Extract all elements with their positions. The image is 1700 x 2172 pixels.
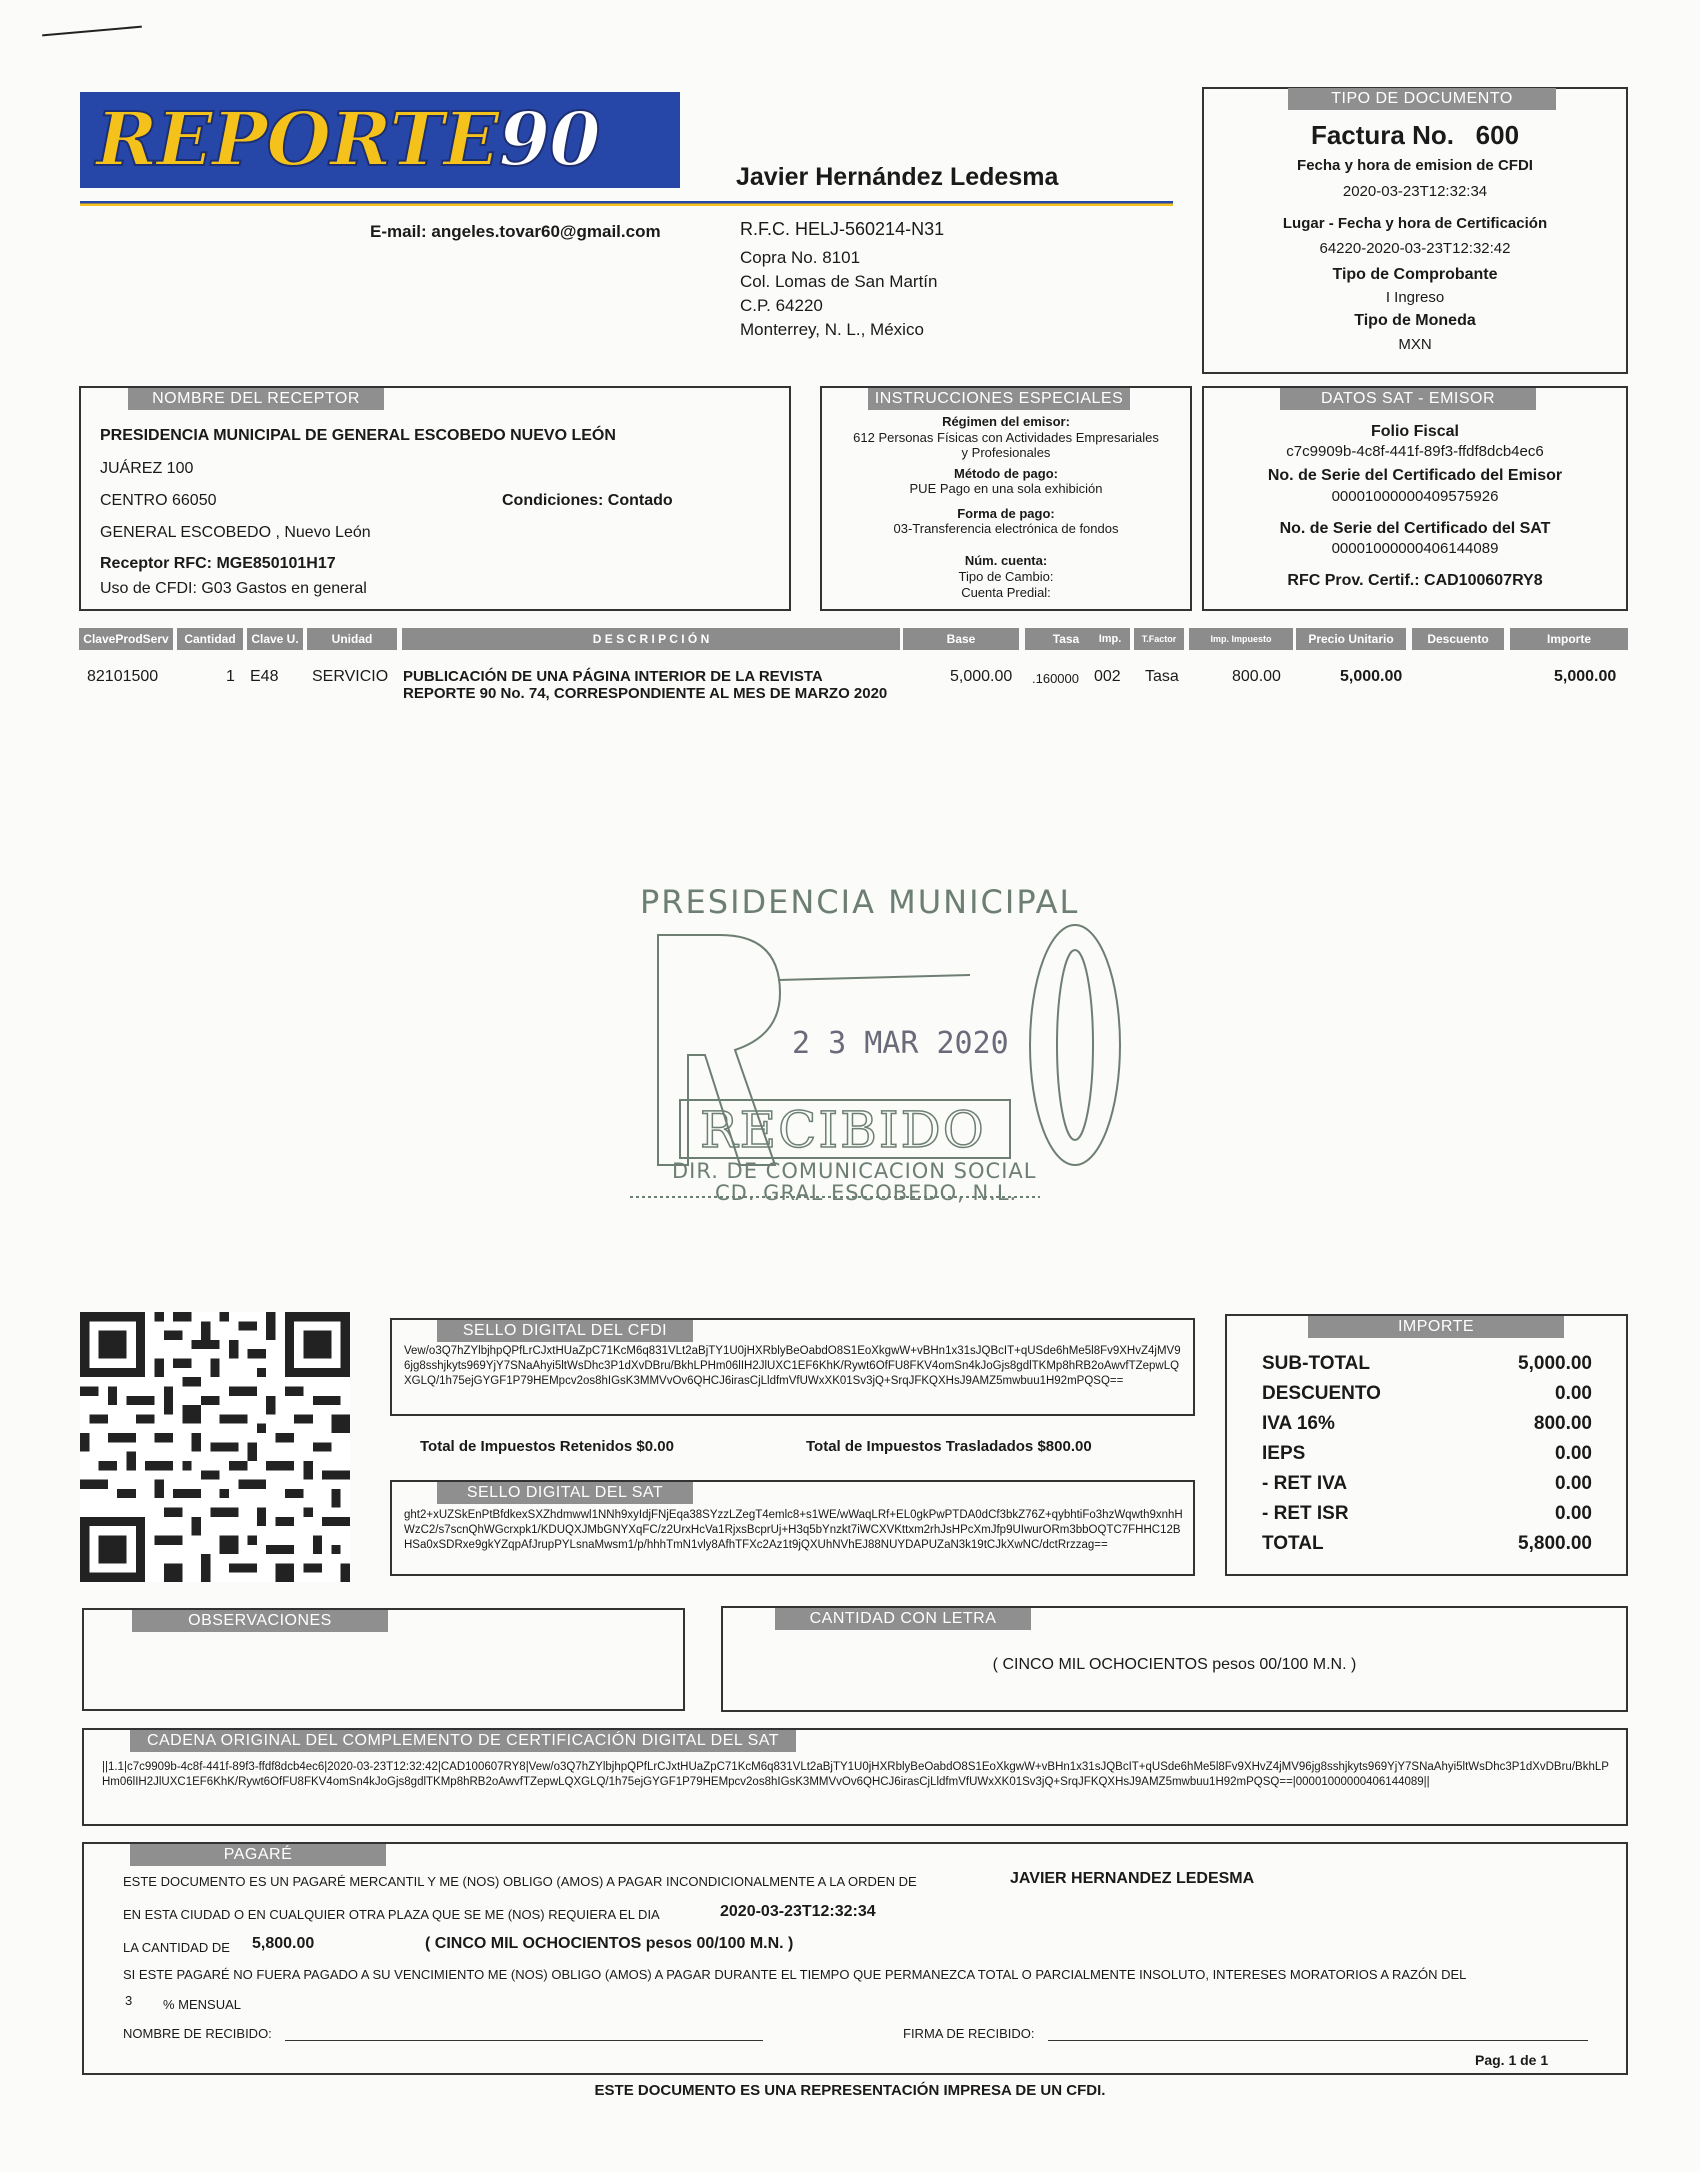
forma-pago-label: Forma de pago: [957,506,1055,521]
receptor-colonia: CENTRO 66050 [100,492,217,509]
receptor-condiciones: Condiciones: Contado [502,492,673,509]
col-descripcion: D E S C R I P C I Ó N [402,628,900,650]
cantidad-letra-text: ( CINCO MIL OCHOCIENTOS pesos 00/100 M.N. ) [992,1656,1357,1673]
row-precio: 5,000.00 [1340,668,1403,685]
nombre-recibido-field [285,2040,763,2041]
tipo-moneda-value: MXN [1398,336,1432,353]
tipo-comprobante-value: I Ingreso [1385,289,1445,306]
sello-cfdi-text: Vew/o3Q7hZYlbjhpQPfLrCJxtHUaZpC71KcM6q831VLt2aBjTY1U0jHXRblyBeOabdO8S1EoXkgwW+vBHn1x31sJQBcIT+qUSde6hMe5l8Fv9XHvZ4jMV96jg8sshjkyts969YjY7SNaAhyi5ltWsDhc3P1dXvDBru/BkhLPHm06lIH2JlUXC1EF6KhK/Rywt6OfFU8FKV4omSn4kJoGjs8gdlTKMp8hRB2oAwvfTZepwLQXGLQ/1h75ejGYGF1P79HEMpcv2os8hIGsK3MMVvOv6QHCJ6irasCjLldfmVfUWxXK01Sv3jQ+SrqJFKQXHsJ9AMZ5mwbuu1H92mPQSQ== [404,1345,1181,1387]
issuer-address-3: C.P. 64220 [740,296,823,315]
col-clave-prod-serv: ClaveProdServ [79,628,173,650]
pagare-amount: 5,800.00 [252,1935,315,1952]
issuer-address-4: Monterrey, N. L., México [740,320,924,339]
sello-sat-text: ght2+xUZSkEnPtBfdkexSXZhdmwwl1NNh9xyIdjFNjEqa38SYzzLZegT4emlc8+s1WE/wWaqLRf+EL0gkPwPTDA0dCf3bkZ76Z+qybhtiFo3hzWqwth9xnhHWzC2/s7scnQhWGcrxpk1/KDUQXJMbGNYXqFC/z2UrxHcVa1RjxsBcprUj+H3q5bYnzkt7iWCXVKttxm2rhJsHPcXmJfp9UIwurORm3bbOQTC7FHHC12BHSa0xSDRxe9gkYZqpAfJrupPYLsnaMwsm1/p/hhhTmN1vly8AfhTFXc2Az1t9jQXUhNVhEJ88NUYDAPUZaN3k19tCJkXwNC/dctRrzzag== [404,1509,1183,1551]
page-number: Pag. 1 de 1 [1475,2052,1549,2068]
pagare-line-1: ESTE DOCUMENTO ES UN PAGARÉ MERCANTIL Y ME (NOS) OBLIGO (AMOS) A PAGAR INCONDICIONALMENTE A LA ORDEN DE [123,1874,917,1889]
stamp-city-text: CD. GRAL ESCOBEDO, N.L. [715,1181,1018,1205]
row-base: 5,000.00 [950,668,1013,685]
col-precio-unitario: Precio Unitario [1296,628,1406,650]
logo-text-number: 90 [498,97,600,183]
ret-isr-value: 0.00 [1555,1503,1592,1524]
qr-code [80,1312,350,1582]
sello-cfdi-header: SELLO DIGITAL DEL CFDI [437,1320,693,1342]
receptor-name: PRESIDENCIA MUNICIPAL DE GENERAL ESCOBEDO NUEVO LEÓN [100,427,616,444]
issuer-rfc: R.F.C. HELJ-560214-N31 [740,219,945,239]
row-imp: 002 [1094,668,1121,685]
col-descuento: Descuento [1412,628,1504,650]
ieps-value: 0.00 [1555,1443,1592,1464]
iva-label: IVA 16% [1262,1413,1335,1434]
metodo-pago-label: Método de pago: [954,466,1058,481]
issuer-name: Javier Hernández Ledesma [736,163,1059,191]
issuer-address-1: Copra No. 8101 [740,248,861,267]
stamp-recibido-text: RECIBIDO [700,1101,986,1159]
descuento-label: DESCUENTO [1262,1383,1381,1404]
total-value: 5,800.00 [1518,1533,1592,1554]
issuer-address-2: Col. Lomas de San Martín [740,272,938,291]
pagare-rate-label: % MENSUAL [163,1997,242,2012]
row-imp-impuesto: 800.00 [1232,668,1281,685]
serie-sat-label: No. de Serie del Certificado del SAT [1279,520,1551,537]
impuestos-retenidos: Total de Impuestos Retenidos $0.00 [420,1438,674,1455]
nombre-recibido-label: NOMBRE DE RECIBIDO: [123,2026,272,2041]
lugar-certificacion-value: 64220-2020-03-23T12:32:42 [1319,240,1511,257]
folio-fiscal-value: c7c9909b-4c8f-441f-89f3-ffdf8dcb4ec6 [1286,443,1544,460]
receptor-rfc: Receptor RFC: MGE850101H17 [100,555,336,572]
row-tasa: .160000 [1032,671,1079,686]
cuenta-predial-label: Cuenta Predial: [961,585,1051,600]
firma-recibido-label: FIRMA DE RECIBIDO: [903,2026,1035,2041]
row-unidad: SERVICIO [312,668,389,685]
serie-sat-value: 00001000000406144089 [1331,540,1499,557]
lugar-certificacion-label: Lugar - Fecha y hora de Certificación [1282,215,1548,232]
receptor-uso-cfdi: Uso de CFDI: G03 Gastos en general [100,580,367,597]
stamp-date: 2 3 MAR 2020 [792,1026,1009,1061]
col-tfactor: T.Factor [1134,628,1184,650]
factura-num: 600 [1475,120,1520,150]
pagare-amount-letra: ( CINCO MIL OCHOCIENTOS pesos 00/100 M.N. ) [425,1935,794,1952]
datos-sat-header: DATOS SAT - EMISOR [1280,388,1536,410]
observaciones-header: OBSERVACIONES [132,1610,388,1632]
cadena-original-text: ||1.1|c7c9909b-4c8f-441f-89f3-ffdf8dcb4ec6|2020-03-23T12:32:42|CAD100607RY8|Vew/o3Q7hZYlbjhpQPfLrCJxtHUaZpC71KcM6q831VLt2aBjTY1U0jHXRblyBeOabdO8S1EoXkgwW+vBHn1x31sJQBcIT+qUSde6hMe5l8Fv9XHvZ4jMV96jg8sshjkyts969YjY7SNaAhyi5ltWsDhc3P1dXvDBru/BkhLPHm06lIH2JlUXC1EF6KhK/Rywt6OfFU8FKV4omSn4kJoGjs8gdlTKMp8hRB2oAwvfTZepwLQXGLQ/1h75ejGYGF1P79HEMpcv2os8hIGsK3MMVvOv6QHCJ6irasCjLldfmVfUWxXK01Sv3jQ+SrqJFKQXHsJ9AMZ5mwbuu1H92mPQSQ==|00001000000406144089|| [102,1761,1609,1788]
instrucciones-header: INSTRUCCIONES ESPECIALES [868,388,1130,410]
tipo-cambio-label: Tipo de Cambio: [958,569,1054,584]
col-importe: Importe [1510,628,1628,650]
pagare-line-4: SI ESTE PAGARÉ NO FUERA PAGADO A SU VENCIMIENTO ME (NOS) OBLIGO (AMOS) A PAGAR DURANTE EL TIEMPO QUE PERMANEZCA TOTAL O PARCIALMENTE INSOLUTO, INTERESES MORATORIOS A RAZÓN DEL [123,1967,1467,1982]
receptor-city: GENERAL ESCOBEDO , Nuevo León [100,524,371,541]
receptor-header: NOMBRE DEL RECEPTOR [128,388,384,410]
ret-iva-label: - RET IVA [1262,1473,1348,1494]
receptor-street: JUÁREZ 100 [100,460,194,477]
row-clave: 82101500 [87,668,159,685]
logo-text-main: REPORTE [96,97,499,183]
ret-isr-label: - RET ISR [1262,1503,1349,1524]
tipo-comprobante-label: Tipo de Comprobante [1332,266,1498,283]
stamp-o-outline [1030,925,1120,1165]
stamp-top-text: PRESIDENCIA MUNICIPAL [640,883,1080,921]
folio-fiscal-label: Folio Fiscal [1370,423,1459,440]
tipo-moneda-label: Tipo de Moneda [1354,312,1476,329]
row-descripcion: PUBLICACIÓN DE UNA PÁGINA INTERIOR DE LA REVISTA REPORTE 90 No. 74, CORRESPONDIENTE AL MES DE MARZO 2020 [403,668,888,702]
tipo-documento-header: TIPO DE DOCUMENTO [1288,88,1556,110]
logo [96,94,600,186]
regimen-label: Régimen del emisor: [942,414,1070,429]
ret-iva-value: 0.00 [1555,1473,1592,1494]
descuento-value: 0.00 [1555,1383,1592,1404]
forma-pago-value: 03-Transferencia electrónica de fondos [893,521,1119,536]
row-clave-u: E48 [250,668,279,685]
fecha-emision-value: 2020-03-23T12:32:34 [1342,183,1488,200]
row-cantidad: 1 [226,668,235,685]
pen-mark [42,26,142,37]
issuer-rule [80,201,1173,206]
serie-emisor-label: No. de Serie del Certificado del Emisor [1267,467,1563,484]
importe-header: IMPORTE [1308,1316,1564,1338]
col-imp-impuesto: Imp. Impuesto [1189,628,1293,650]
firma-recibido-field [1048,2040,1588,2041]
factura-number [1202,120,1628,151]
row-importe: 5,000.00 [1554,668,1617,685]
pagare-date: 2020-03-23T12:32:34 [720,1903,876,1920]
stamp-dir-text: DIR. DE COMUNICACION SOCIAL [672,1159,1037,1183]
pagare-rate: 3 [125,1993,133,2008]
issuer-email: E-mail: angeles.tovar60@gmail.com [370,222,661,241]
col-clave-u: Clave U. [247,628,303,650]
pagare-beneficiary: JAVIER HERNANDEZ LEDESMA [1010,1870,1255,1887]
sello-sat-header: SELLO DIGITAL DEL SAT [437,1482,693,1504]
cantidad-letra-header: CANTIDAD CON LETRA [775,1608,1031,1630]
fecha-emision-label: Fecha y hora de emision de CFDI [1297,157,1533,174]
ieps-label: IEPS [1262,1443,1306,1464]
footer-note: ESTE DOCUMENTO ES UNA REPRESENTACIÓN IMPRESA DE UN CFDI. [594,2082,1106,2099]
col-imp: Imp. [1090,628,1130,650]
iva-value: 800.00 [1533,1413,1592,1434]
col-tasa: Tasa [1025,628,1107,650]
cadena-original-header: CADENA ORIGINAL DEL COMPLEMENTO DE CERTIFICACIÓN DIGITAL DEL SAT [130,1730,796,1752]
total-label: TOTAL [1262,1533,1324,1554]
pagare-header: PAGARÉ [130,1844,386,1866]
cuenta-label: Núm. cuenta: [964,553,1048,568]
serie-emisor-value: 00001000000409575926 [1331,488,1499,505]
rfc-prov-certif: RFC Prov. Certif.: CAD100607RY8 [1287,572,1543,589]
factura-label: Factura No. [1310,120,1454,150]
subtotal-value: 5,000.00 [1518,1353,1592,1374]
col-base: Base [903,628,1019,650]
col-cantidad: Cantidad [177,628,243,650]
impuestos-trasladados: Total de Impuestos Trasladados $800.00 [806,1438,1092,1455]
subtotal-label: SUB-TOTAL [1262,1353,1371,1374]
row-tfactor: Tasa [1145,668,1179,685]
regimen-value: 612 Personas Físicas con Actividades Empresariales y Profesionales [853,430,1159,460]
metodo-pago-value: PUE Pago en una sola exhibición [909,481,1103,496]
col-unidad: Unidad [307,628,397,650]
pagare-cantidad-label: LA CANTIDAD DE [123,1940,230,1955]
pagare-line-2: EN ESTA CIUDAD O EN CUALQUIER OTRA PLAZA QUE SE ME (NOS) REQUIERA EL DIA [123,1907,660,1922]
recibido-stamp [620,875,1140,1215]
